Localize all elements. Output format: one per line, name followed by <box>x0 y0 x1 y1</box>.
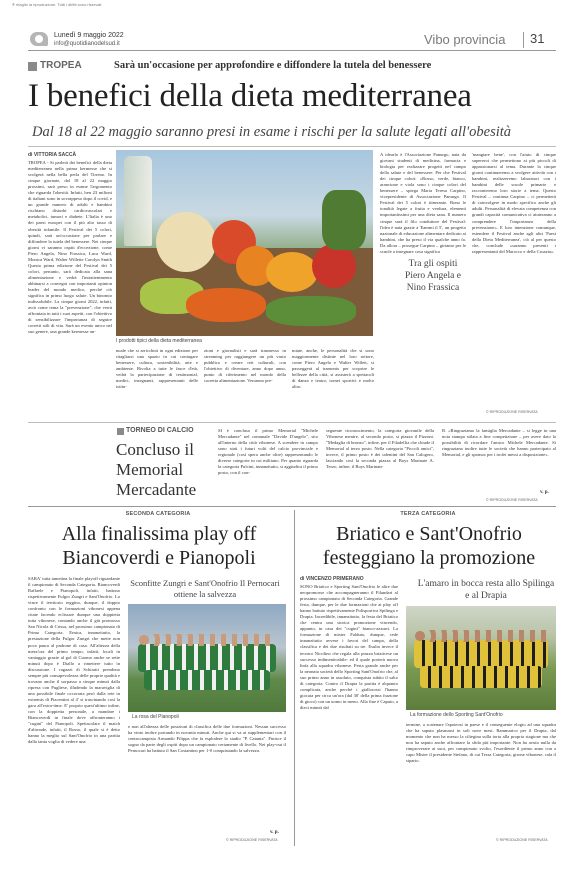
byline: di VITTORIA SACCÀ <box>28 152 77 158</box>
photo-caption: La formazione dello Sporting Sant'Onofrio <box>410 712 503 718</box>
food-photo <box>116 150 373 336</box>
photo-caption: La rosa del Pianopoli <box>132 714 179 720</box>
article-column: termine, a scatenare l'apoteosi in paese e il conseguente elogio ad una squadra che ha saputo plasmarsi in soli nove mesi. Rammarico per il Drapia, dal momento che non ha messo la ciliegina sulla torta alla propria stagione ma che non ha saputo anche affrontare la sfida più importante. Non ha avuto nulla da rimproverare ai suoi, per campionato svolto, l'esordiente il primo anno con a capo Mister il presidente Stefano, di cui Terza Categoria, girone vibonese, cala il sipario. <box>406 722 556 764</box>
torneo-tag: TORNEO DI CALCIO <box>126 427 194 434</box>
initials: v. p. <box>270 830 279 835</box>
article-column: seguente riconoscimento, la categoria giovanile della Vibonese mentre, al secondo posto, si piazza il Pizzoni. "Medaglia di bronzo", infine, per il Filadelfia che chiude il Memorial al terzo posto. Nella categoria "Piccoli amici", invece, il primo posto è dei talentini del San Calogero, lasciando così la seconda piazza al Boys Marinate A. Terzo, infine, il Boys Marinate <box>326 428 434 470</box>
initials: v. p. <box>540 490 549 495</box>
photo-caption: I prodotti tipici della dieta mediterranea <box>116 338 202 344</box>
article-column: miate, anche, le personalità che si sono maggiormente distinte nel loro settore, come Piero Angela e Walter Willett, si passeggerà al tramonto per scoprire le bellezze della città, si assisterà a spettacoli di danza e teatro, tornei sportivi e molto altro. <box>292 348 374 390</box>
article-column: 'mangiare bene', con l'aiuto di cinque supereroi che permettono ai più piccoli di appassionarsi al tema. Durante la cinque giorni continueremo a svolgere attività con i bambini, realizzeremo laboratori con i bambini delle scuole primarie e racconteremo loro storie a tema. Questo Festival – continua Carpino – ci permetterà di coinvolgere in modo specifico anche gli adulti. Personalità di elevata competenza con grandi capacità comunicativa ci aiuteranno a comprendere l'importanza della prevenzione». E loro intenzione comunque, estendere il Festival anche agli altri 'Paesi della Dieta Mediterranea', ciò al per questo che, conclude «saranno presenti i rappresentanti del Marocco e della Croazia». <box>472 152 556 254</box>
right-headline: Briatico e Sant'Onofrio festeggiano la promozione <box>322 523 536 569</box>
article-column: B. «Ringraziamo la famiglia Mercadante – si legge in una nota stampa stilata a fine competizione – per avere dato la possibilità di ricordare l'amico Michele Mercadante. Si ringraziano inoltre tutte le società che hanno partecipato al Memorial, e gli sponsor per i trofei messi a disposizione». <box>442 428 556 458</box>
byline: di VINCENZO PRIMERANO <box>300 576 364 582</box>
gray-square-icon <box>28 62 37 71</box>
team-photo <box>128 604 286 712</box>
reserved-notice: © RIPRODUZIONE RISERVATA <box>496 838 548 842</box>
category-label: TERZA CATEGORIA <box>400 511 456 517</box>
article-column: A idearlo è l'Associazione Panurgo, nata da giovani studenti di medicina, farmacia e biologia per realizzare progetti nel campo della salute e del benessere. Per che Festival dei cinque colori: «Rosso, verde, bianco, arancione e viola sono i cinque colori del benessere – spiega Maria Teresa Carpino, vicepresidente di Associazione Panurgo. Il Festival dei 5 colori è itinerante. Bono le tonalità legate a frutta e verdura, elementi importantissimi per una dieta sana. Il numero cinque sarà il filo conduttore del Festival: l'idea è nata grazie a 'Eammi il 5', un progetto nazionale di educazione alimentare dedicato ai bambini, che ha preso il via qualche anno fa. Da allora – prosegue Carpino – giriamo per le scuole a insegnare cosa significa <box>380 152 466 254</box>
team-photo <box>406 606 556 710</box>
right-pull: L'amaro in bocca resta allo Spilinga e al Drapia <box>417 579 555 601</box>
kicker: Sarà un'occasione per approfondire e diffondere la tutela del benessere <box>114 60 432 71</box>
copyright-stamp: ® ritaglio la riproduzione. Tutti i diritti sono riservati <box>12 2 102 7</box>
article-column: nuale che si arricchirà in ogni edizione per ritagliarsi uno spazio in cui coniugare benessere, cultura, sostenibilità, arte e ambiente. Rivolta a tutte le fasce d'età, vedrà la partecipazione di testimonial, medici, insegnanti, rappresentanti delle istitu- <box>116 348 198 390</box>
section-name: Vibo provincia <box>424 32 506 47</box>
headline: I benefici della dieta mediterranea <box>28 78 472 114</box>
left-headline: Alla finalissima play off Biancoverdi e Pianopoli <box>61 523 257 569</box>
masthead-date: Lunedì 9 maggio 2022 <box>54 32 124 39</box>
article-column: SARA' tutta tametina la finale playoff riguardante il campionato di Seconda Categoria. Biancoverdi Raffaele e Pianopoli, infatti, battono rispettivamente Fulgor Zungri e Sant'Onofrio. Lo vince il territorio reggino, dunque, il doppio confronto con le formazioni vibonesi appena citate facendo eclissare dunque una doppietta tutta vibonese, contando anche il già promosso San Nicola di Crissa, nel prossimo campionato di Prima Categoria. Ernica, innanzitutto, la prestazione della Fulgor Zungri che mette non poca paura al padrone di casa. All'altezza della mezz'ora del primo tempo, infatti, locali in vantaggio grazie al gol di Cuomo anche se sette minuti dopo è Diallo a rimettere tutto in discussione. I ragazzi di Schiariti prendono sempre più consapevolezza delle proprie qualità e trovano anche il sorpasso a cinque minuti dalla ripresa con Pugliese, illudendo la maraviglia di una possibile finale occorrata però dalla rete in extremis di Piacentini al 4' st trascinando così la gara all'extra-time. E' proprio quest'ultimo infine, con la doppietta personale, a mandare i Biancoverdi in finale dove affronteranno i "cugini" del Pianopoli. Spettacolare il match d'altronde, infatti, il Rosso, il quale si è detto hanno la meglio sul Sant'Onofrio in una partita dalla tanta voglia di vedere una <box>28 576 120 745</box>
article-column: SI è concluso il primo Memorial "Michele Mercadante" nel comunale "Davide D'angelo", sito all'interno della città vibonese. A scendere in campo sono stati i futuri volti del calcio provinciale e regionale (così spera anche oltre) rappresentando le diverse categorie in cui militano. Per quanto riguarda la categoria Pulcini, innanzitutto, si aggiudica il primo posto, con il con- <box>218 428 318 476</box>
page-number: 31 <box>530 31 545 46</box>
gray-square-icon <box>117 428 124 435</box>
kicker-tag: TROPEA <box>40 60 82 71</box>
reserved-notice: © RIPRODUZIONE RISERVATA <box>226 838 278 842</box>
reserved-notice: © RIPRODUZIONE RISERVATA <box>486 410 538 414</box>
article-column: TROPEA - Si parlerà dei benefici della dieta mediterranea nella prima kermesse che si svolgerà nella bella perla del Tirreno. In cinque giornate, dal 18 al 22 maggio prossimi, sarà preso in esame l'argomento che riguarda l'obesità. Infatti, ben 23 milioni di italiani sono in sovrappeso dopo il covid, e un grande numero di adulti e bambini rischiano disturbi cardiovascolari e metabolici, tumori e diabete. L'Italia è uno dei paesi europei con il più alto tasso di obesità infantile. Il Festival dei 5 colori, quindi, sarà un'occasione per parlare e diffondere la tutela del benessere. Nei cinque giorni vi saranno ospiti d'eccezione, come Piero Angela, Nino Frassica, Luca Ward, Monica Ward, Walter Willette Carolyn Smith Questa prima edizione del Festival dei 5 colori, pertanto, sarà dedicata alla sana alimentazione e vedrà l'intrattenimento abbinarsi a convegni con importanti opinion leader del mondo medico, perché ciò significa in primo luogo salute. Un binomio indissolubile. La cinque giorni 2022, infatti, avrà come tema la "prevenzione", che verrà affrontata in tutti i suoi aspetti, con l'obiettivo di sensibilizzare l'importanza di seguire corretti stili di vita. Sarà un evento unico nel suo genere, una grande kermesse an- <box>28 160 112 335</box>
masthead-email: info@quotidianodelsud.it <box>54 41 120 47</box>
article-column: SONO Briatico e Sporting Sant'Onofrio le altre due neopromosse che accompagneranno il Filandari al prossimo campionato di Seconda Categoria. Grande festa, dunque, per le due formazioni che ai play off hanno battuto rispettivamente Polisportiva Spilinga e Drapia. Incredibile, innanzitutto, la festa del Briatico che centra una storica promozione vincendo, appunto, in casa dei "cugini" bianco-azzurri. La formazione di mister Falduto, dunque, cede innanzitutto avvese i favori del campo, della classifica e dei due risultati su tre. Esulta invece il tecnico Nicolino che regala alla piazza briaticese un successo indimenticabile: ed il quale porterà nuova linfa alla squadra vibonese. Festa grande anche per la neonata società dello Sporting Sant'Onofrio che, al suo primo anno in assoluto, conquista subito il salto di categoria. Contro il Drapia la partita è alquanto complicata, anche perché i giallorossi l'hanno giocata per circa un'ora (dal 30' della prima frazione di gioco) con un uomo in meno. Alla fine è Caputo, a dieci minuti dal <box>300 584 398 710</box>
left-sub: Sconfitte Zungri e Sant'Onofrio Il Pernocari ottiene la salvezza <box>130 578 280 599</box>
quotidiano-q-logo <box>30 32 48 46</box>
torneo-headline: Concluso il Memorial Mercadante <box>116 440 197 499</box>
pull-quote: Tra gli ospiti Piero Angela e Nino Frassica <box>400 258 466 294</box>
reserved-notice: © RIPRODUZIONE RISERVATA <box>486 498 538 502</box>
article-column: zioni e giornalisti e sarà trasmesso in streaming per raggiungere un più vasto pubblico e creare reti culturali, con l'obiettivo di diventare, anno dopo anno, punto di riferimento nel mondo della corretta alimentazione. Verranno pre- <box>204 348 286 384</box>
article-column: e non all'altezza delle posizioni di classifica delle due formazioni. Nessun successo ha vinto inoltre portando in novanta minuti. Anche qui si va ai supplementari con il centrocampista Armando Filippa che fa esplodere lo stadio "P. Catania". Finisce il sogno da parte degli ospiti dopo un campionato certamente di livello. Nei play-out il Pernocari ha battuto il San Costantino per 1-0 conquistando la salvezza. <box>128 724 286 754</box>
masthead <box>0 10 580 46</box>
subhead: Dal 18 al 22 maggio saranno presi in esame i rischi per la salute legati all'obesità <box>32 124 512 140</box>
category-label: SECONDA CATEGORIA <box>125 511 191 517</box>
